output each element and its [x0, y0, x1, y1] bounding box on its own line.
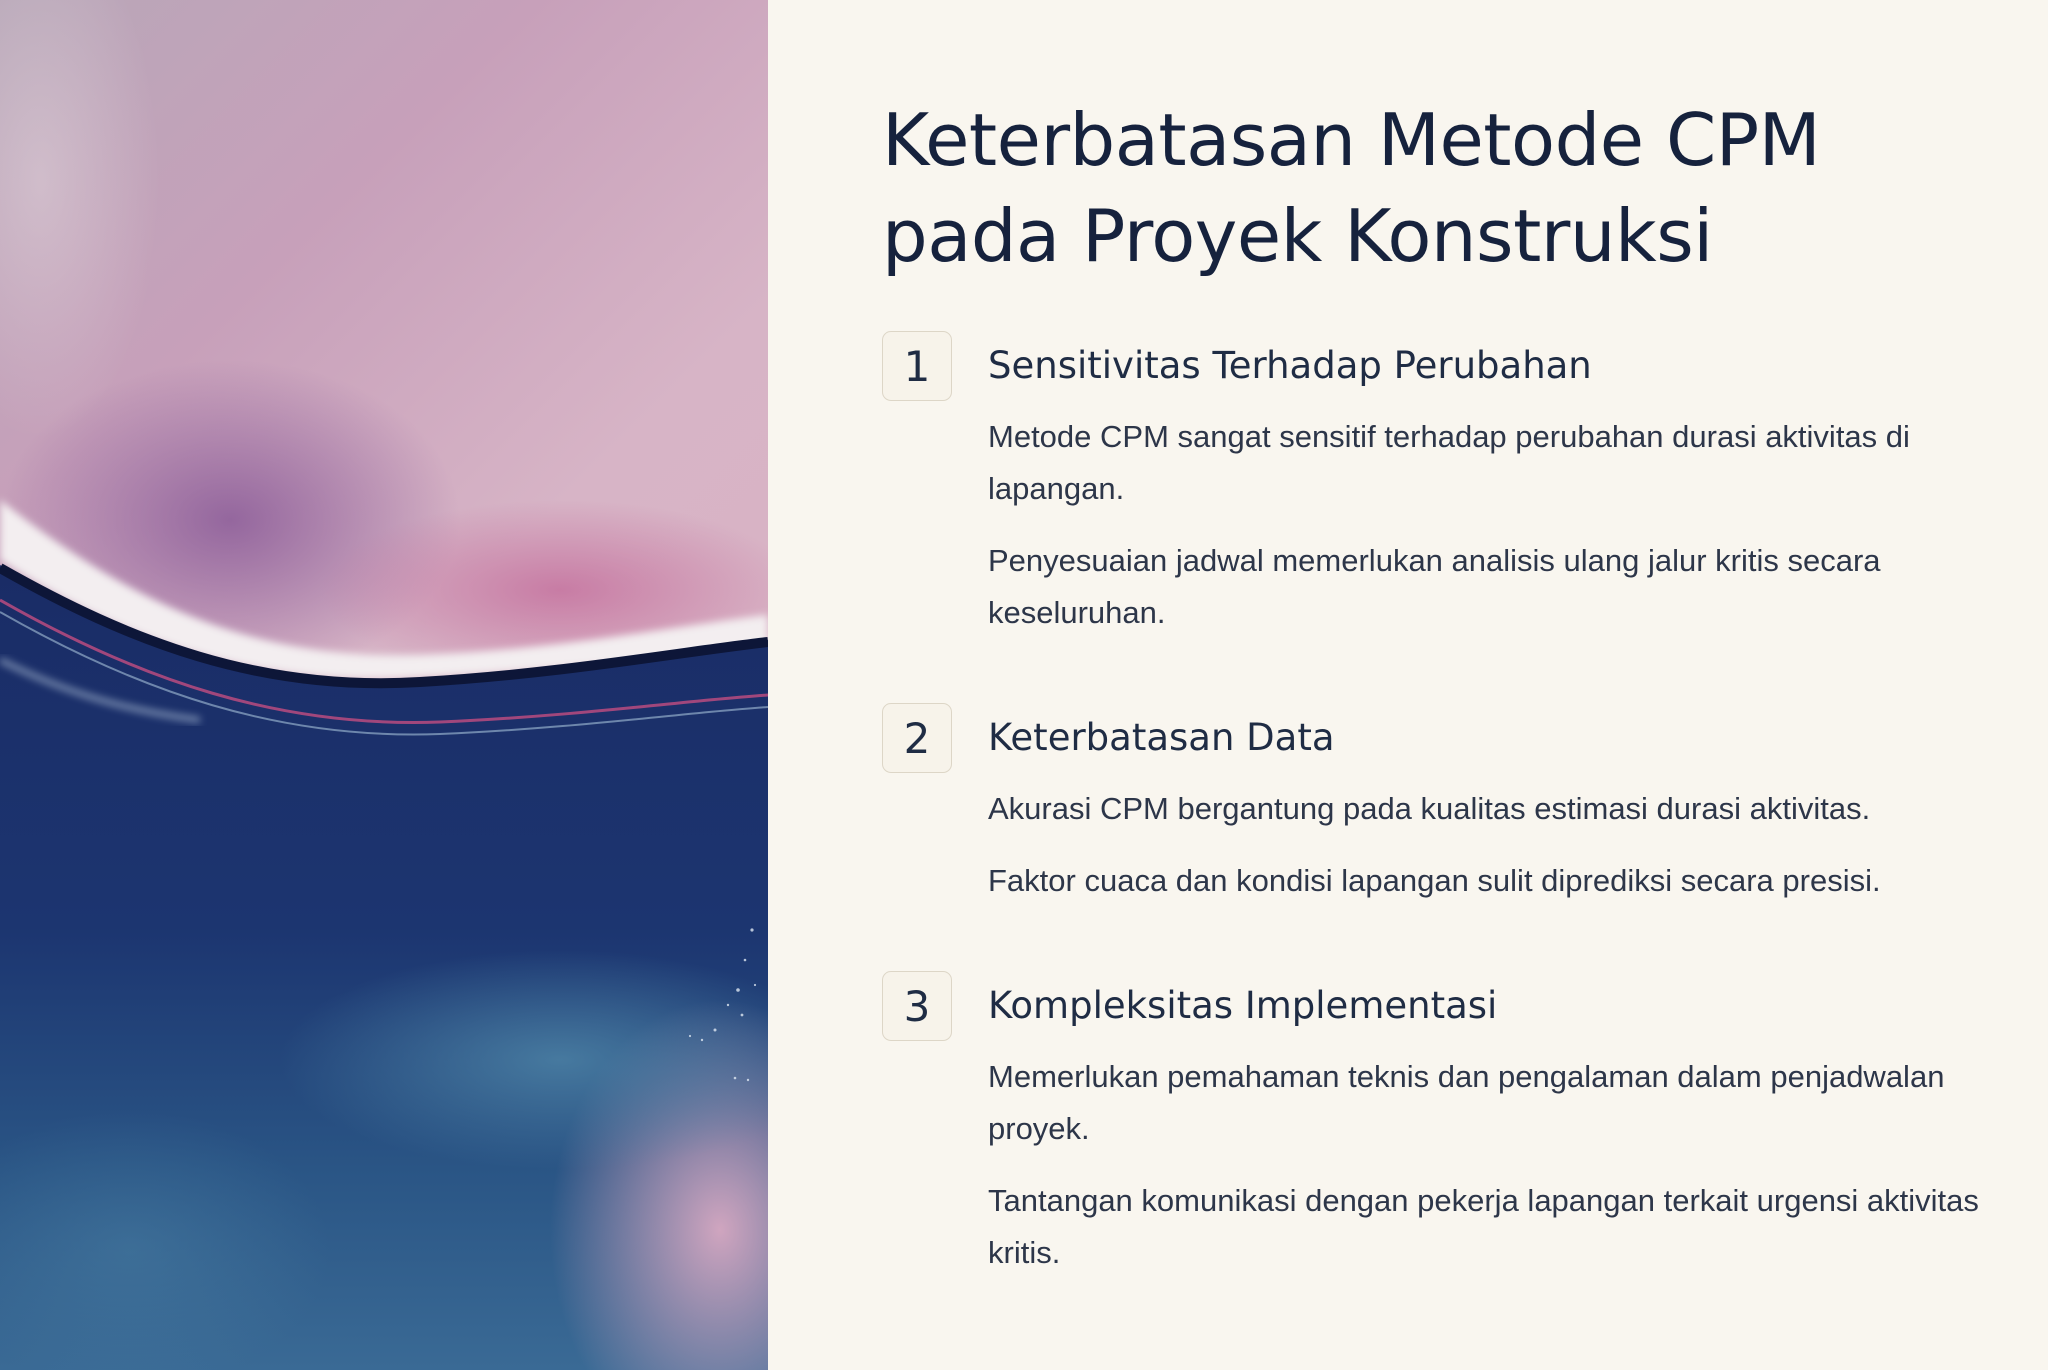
item-paragraph: Penyesuaian jadwal memerlukan analisis ulang jalur kritis secara keseluruhan.	[988, 543, 1881, 630]
item-title: Sensitivitas Terhadap Perubahan	[988, 344, 1592, 387]
item-paragraph: Tantangan komunikasi dengan pekerja lapangan terkait urgensi aktivitas kritis.	[988, 1183, 1979, 1270]
page-title	[882, 92, 1982, 284]
item-paragraph: Faktor cuaca dan kondisi lapangan sulit diprediksi secara presisi.	[988, 863, 1881, 898]
title-line-1: Keterbatasan Metode CPM	[882, 98, 1821, 182]
item-title: Kompleksitas Implementasi	[988, 984, 1498, 1027]
number-badge: 2	[882, 703, 952, 773]
item-title: Keterbatasan Data	[988, 716, 1335, 759]
content-panel	[882, 0, 1992, 1370]
item-paragraph: Metode CPM sangat sensitif terhadap perubahan durasi aktivitas di lapangan.	[988, 419, 1910, 506]
abstract-wave-image	[0, 0, 768, 1370]
number-badge: 1	[882, 331, 952, 401]
item-paragraph: Akurasi CPM bergantung pada kualitas estimasi durasi aktivitas.	[988, 791, 1871, 826]
number-badge: 3	[882, 971, 952, 1041]
title-line-2: pada Proyek Konstruksi	[882, 194, 1713, 278]
item-paragraph: Memerlukan pemahaman teknis dan pengalaman dalam penjadwalan proyek.	[988, 1059, 1945, 1146]
abstract-wave-graphic	[0, 0, 768, 1370]
